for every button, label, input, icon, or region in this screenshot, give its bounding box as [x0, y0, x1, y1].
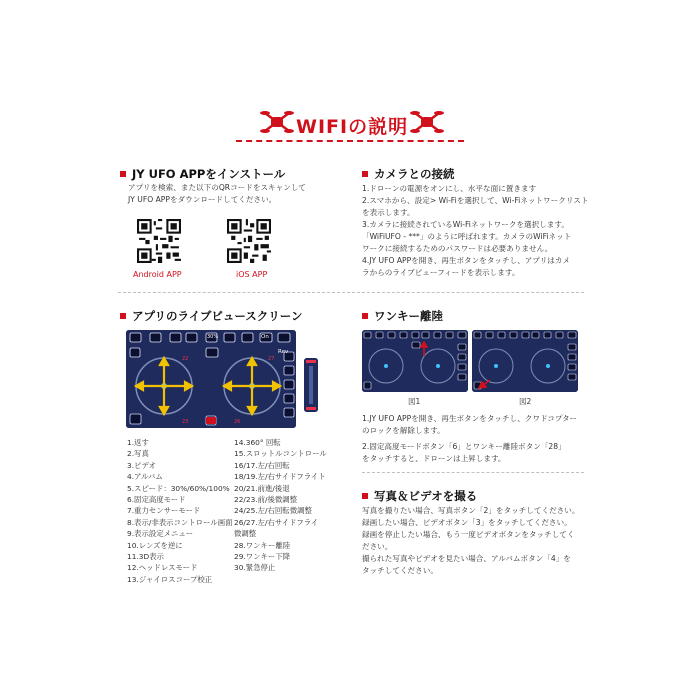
- page-title: WIFIの説明: [296, 116, 409, 138]
- throttle-strip: [304, 358, 318, 412]
- svg-text:22: 22: [182, 356, 189, 362]
- liveview-screen-graphic: [126, 330, 296, 428]
- onekey-text: 1.JY UFO APPを開き、再生ボタンをタッチし、クワドコプター のロックを解除します。 2.固定高度モードボタン「6」とワンキー離陸ボタン「28」 をタッチすると、ドローンは上昇します。: [362, 414, 578, 463]
- camera-heading: カメラとの接続: [362, 166, 455, 182]
- photo-video-text: 写真を撮りたい場合、写真ボタン「2」をタッチしてください。 録画したい場合、ビデオボタン「3」をタッチしてください。 録画を停止したい場合、もう一度ビデオボタンをタッチしてく ださい。 撮られた写真やビデオを見たい場合、アルバムボタン「4」を タッチしてください。: [362, 506, 580, 575]
- header-divider: [236, 140, 464, 142]
- figure-1-label: 図1: [408, 397, 421, 406]
- svg-text:26: 26: [234, 419, 241, 425]
- speed-percent[interactable]: 30%: [207, 334, 219, 340]
- button-list-left: 1.返す 2.写真 3.ビデオ 4.アルバム 5.スピード：30%/60%/100% 6.固定高度モード 7.重力センサーモード 8.表示/非表示コントロール画面 9.表示設定メニュー 10.レンズを逆に 11.3D表示 12.ヘッドレスモード 13.ジャイロスコープ校正: [127, 438, 233, 584]
- android-app-label: Android APP: [133, 270, 182, 279]
- liveview-screen: [126, 330, 296, 428]
- figure-2-screen: [472, 330, 578, 392]
- page-header: [0, 104, 700, 144]
- section-divider: [118, 292, 584, 293]
- liveview-heading: アプリのライブビュースクリーン: [120, 308, 303, 324]
- camera-text: 1.ドローンの電源をオンにし、水平な面に置きます 2.スマホから、設定> Wi-Fiを選択して、Wi-Fiネットワークリスト を表示します。 3.カメラに接続されているWi-Fiネットワークを選択します。 「WiFiUFO - ***」のように呼ばれます。カメラのWiFiネット ワークに接続するためのパスワードは必要ありません。 4.JY UFO APPを開き、再生ボタンをタッチし、アプリはカメ ラからのライブビューフィードを表示します。: [362, 184, 589, 277]
- android-qr-code[interactable]: [137, 219, 181, 263]
- figure-2-label: 図2: [519, 397, 532, 406]
- rev-button[interactable]: Rev: [278, 349, 289, 355]
- drone-icon: [260, 108, 294, 136]
- button-list-right: 14.360° 回転 15.スロットルコントロール 16/17.左/右回転 18/19.左/右サイドフライト 20/21.前進/後退 22/23.前/後微調整 24/25.左/右回転微調整 26/27.左/右サイドフライ 微調整 28.ワンキー離陸 29.ワンキー下降 30.緊急停止: [234, 438, 327, 573]
- photo-video-heading: 写真＆ビデオを撮る: [362, 488, 477, 504]
- on-toggle[interactable]: On: [261, 334, 269, 340]
- section-divider: [362, 472, 584, 473]
- figure-1-screen: [362, 330, 468, 392]
- install-text: アプリを検索、また以下のQRコードをスキャンして JY UFO APPをダウンロードしてください。: [128, 183, 307, 204]
- install-heading: JY UFO APPをインストール: [120, 166, 285, 182]
- svg-text:27: 27: [268, 356, 275, 362]
- svg-text:23: 23: [182, 419, 189, 425]
- ios-app-label: iOS APP: [236, 270, 268, 279]
- ios-qr-code[interactable]: [227, 219, 271, 263]
- drone-icon: [410, 108, 444, 136]
- onekey-heading: ワンキー離陸: [362, 308, 443, 324]
